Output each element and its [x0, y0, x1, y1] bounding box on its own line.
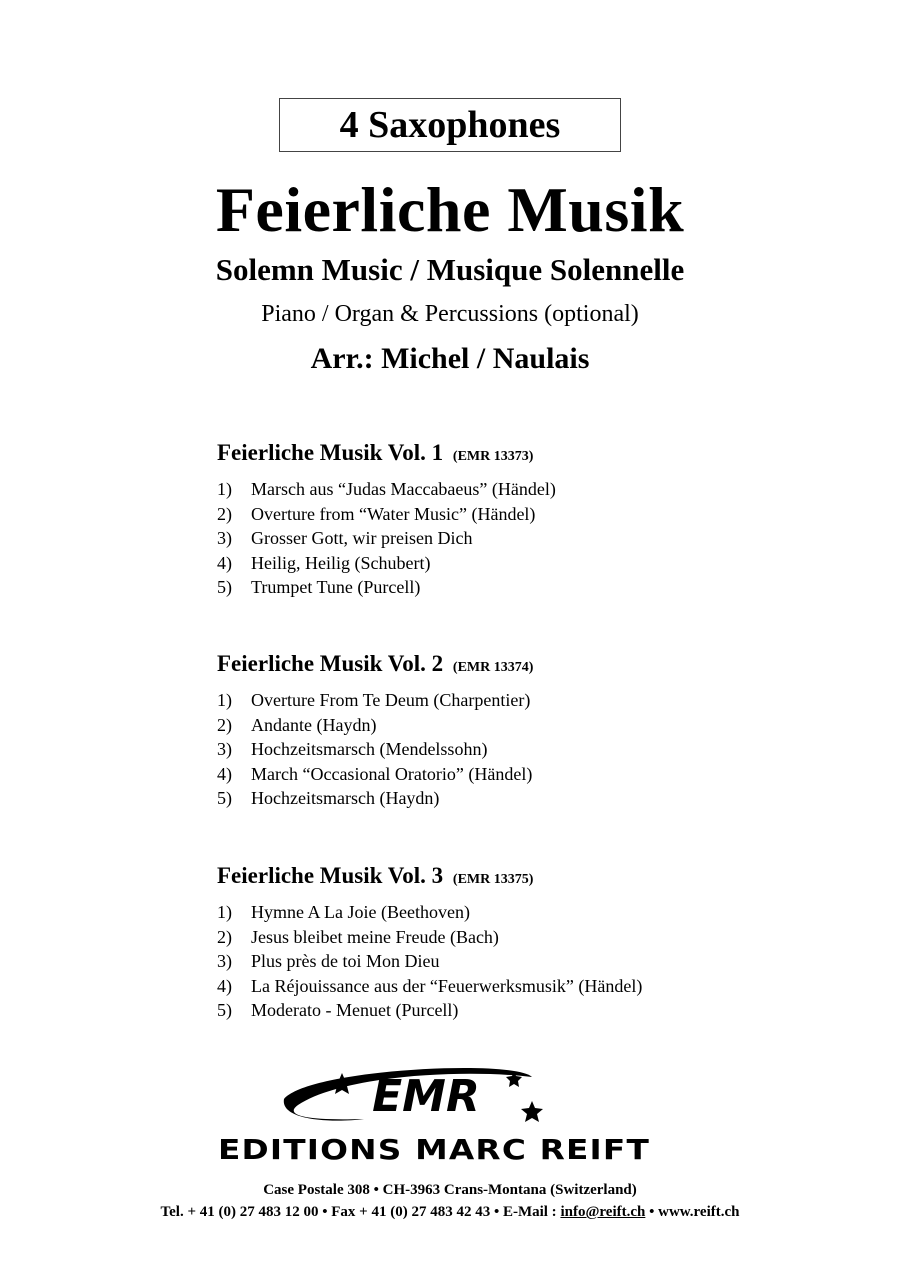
track-title: Hochzeitsmarsch (Haydn): [251, 788, 440, 809]
track-number: 5): [217, 577, 232, 598]
list-item: [217, 477, 777, 502]
email-link[interactable]: info@reift.ch: [560, 1204, 646, 1220]
list-item: [217, 786, 777, 811]
track-number: 1): [217, 479, 232, 499]
volume-title: Feierliche Musik Vol. 1: [217, 440, 444, 465]
volume-heading: [217, 439, 777, 471]
list-item: [217, 900, 777, 925]
footer-address: Case Postale 308 • CH-3963 Crans-Montana (Switzerland): [263, 1182, 637, 1198]
publisher-name: EDITIONS MARC REIFT: [218, 1133, 650, 1166]
track-title: Hymne A La Joie (Beethoven): [251, 902, 470, 922]
volume-section-1: [217, 439, 777, 600]
volume-title: Feierliche Musik Vol. 2: [217, 651, 444, 676]
track-number: 4): [217, 763, 232, 784]
website-text: • www.reift.ch: [645, 1204, 740, 1220]
list-item: [217, 526, 777, 551]
track-title: Moderato - Menuet (Purcell): [251, 1000, 459, 1021]
star-icon: [521, 1101, 543, 1122]
instrument-box: [279, 98, 621, 152]
list-item: [217, 713, 777, 738]
track-list: [217, 900, 777, 1023]
list-item: [217, 737, 777, 762]
volume-heading: [217, 650, 777, 682]
track-title: Heilig, Heilig (Schubert): [251, 552, 431, 573]
list-item: [217, 502, 777, 527]
track-list: [217, 688, 777, 811]
track-title: Jesus bleibet meine Freude (Bach): [251, 926, 499, 947]
track-title: Plus près de toi Mon Dieu: [251, 951, 440, 972]
star-icon: [331, 1073, 353, 1094]
list-item: [217, 974, 777, 999]
logo-mark: EMR: [372, 1071, 480, 1122]
contact-phone-fax: Tel. + 41 (0) 27 483 12 00 • Fax + 41 (0) 27 483 42 43 • E-Mail :: [160, 1204, 561, 1220]
track-number: 2): [217, 926, 232, 947]
track-number: 1): [217, 902, 232, 922]
track-number: 5): [217, 788, 232, 809]
volume-catalog-code: (EMR 13375): [452, 872, 534, 887]
list-item: [217, 925, 777, 950]
track-number: 3): [217, 951, 232, 972]
list-item: [217, 998, 777, 1023]
list-item: [217, 551, 777, 576]
instrument-label: 4 Saxophones: [339, 104, 561, 146]
track-number: 2): [217, 503, 232, 524]
track-number: 3): [217, 739, 232, 760]
volume-catalog-code: (EMR 13373): [452, 449, 534, 464]
list-item: [217, 575, 777, 600]
volume-section-2: [217, 650, 777, 811]
footer-contact: [0, 1202, 900, 1222]
page-subtitle: Solemn Music / Musique Solennelle: [215, 252, 685, 287]
volume-section-3: [217, 862, 777, 1023]
track-list: [217, 477, 777, 600]
track-number: 3): [217, 528, 232, 549]
instrumentation-line: Piano / Organ & Percussions (optional): [261, 301, 639, 327]
track-number: 4): [217, 975, 232, 996]
track-title: Marsch aus “Judas Maccabaeus” (Händel): [251, 479, 556, 499]
track-title: Grosser Gott, wir preisen Dich: [251, 528, 473, 549]
track-title: Overture From Te Deum (Charpentier): [251, 690, 531, 710]
track-title: Andante (Haydn): [251, 714, 377, 735]
list-item: [217, 688, 777, 713]
volume-heading: [217, 862, 777, 894]
track-number: 1): [217, 690, 232, 710]
track-title: Overture from “Water Music” (Händel): [251, 503, 536, 524]
track-number: 5): [217, 1000, 232, 1021]
list-item: [217, 762, 777, 787]
track-title: March “Occasional Oratorio” (Händel): [251, 763, 533, 784]
publisher-logo: [214, 1063, 654, 1168]
track-title: Trumpet Tune (Purcell): [251, 577, 421, 598]
volume-title: Feierliche Musik Vol. 3: [217, 863, 444, 888]
track-title: La Réjouissance aus der “Feuerwerksmusik” (Händel): [251, 975, 643, 996]
list-item: [217, 949, 777, 974]
volume-catalog-code: (EMR 13374): [452, 660, 534, 675]
arranger-line: Arr.: Michel / Naulais: [310, 342, 590, 375]
track-title: Hochzeitsmarsch (Mendelssohn): [251, 739, 488, 760]
track-number: 4): [217, 552, 232, 573]
track-number: 2): [217, 714, 232, 735]
page-title: Feierliche Musik: [215, 174, 685, 245]
